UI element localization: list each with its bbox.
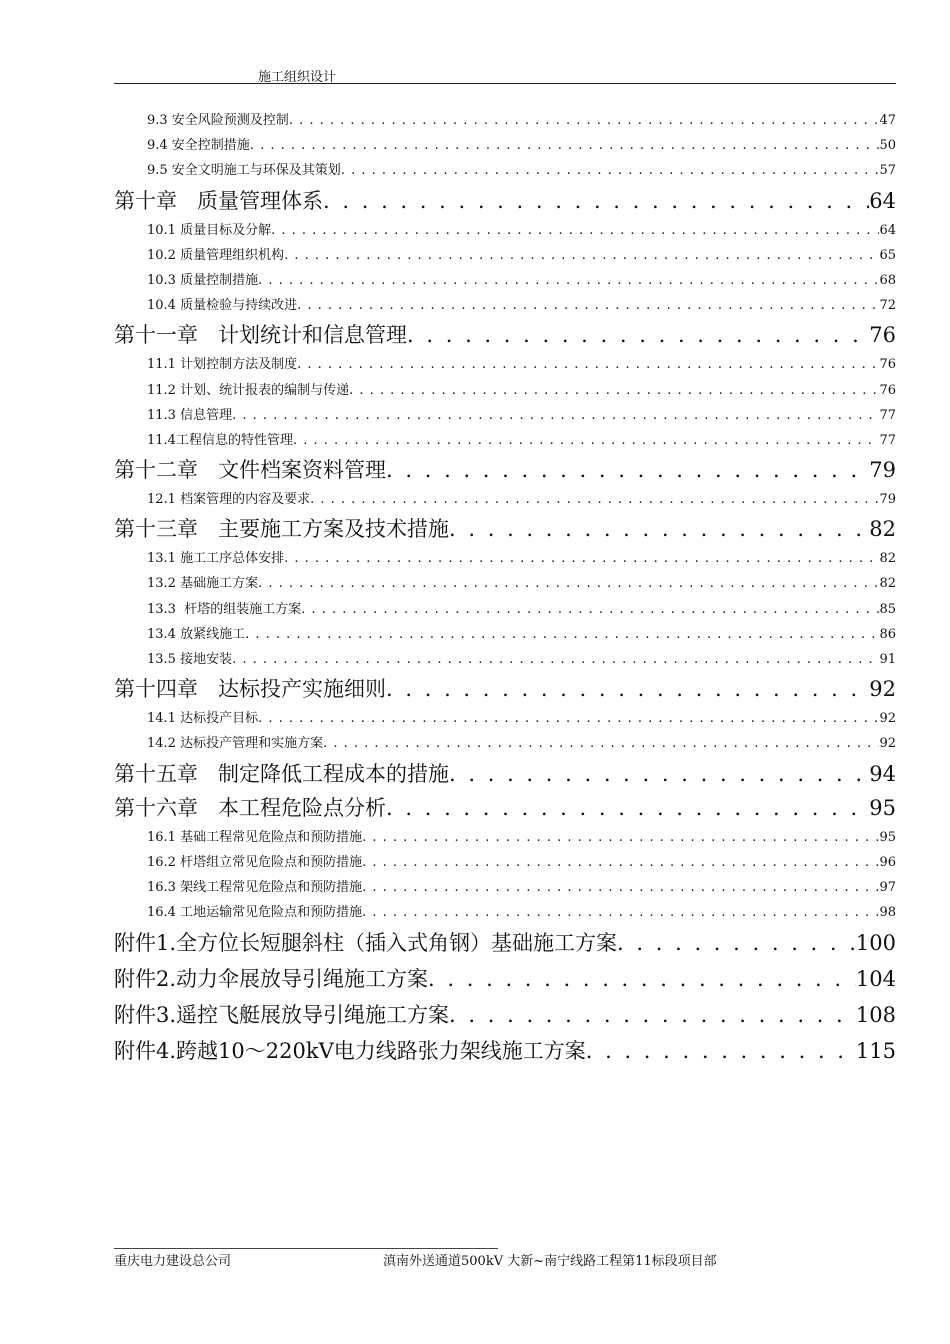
toc-entry-title: 11.2 计划、统计报表的编制与传递: [147, 382, 350, 398]
toc-subsection-entry[interactable]: [114, 293, 896, 318]
toc-subsection-entry[interactable]: [114, 571, 896, 596]
toc-appendix-entry[interactable]: [114, 1033, 896, 1069]
toc-entry-title: 9.5 安全文明施工与环保及其策划: [147, 163, 341, 179]
toc-page-number: 95: [869, 795, 896, 820]
toc-subsection-entry[interactable]: [114, 158, 896, 183]
toc-entry-title: 11.4工程信息的特性管理: [147, 432, 293, 448]
toc-page-number: 92: [869, 677, 896, 702]
toc-leader-dots: [232, 403, 879, 428]
toc-subsection-entry[interactable]: [114, 378, 896, 403]
toc-page-number: 95: [879, 829, 896, 845]
toc-leader-dots: [293, 428, 880, 453]
toc-page-number: 85: [879, 601, 896, 617]
toc-page-number: 115: [855, 1039, 896, 1064]
toc-page-number: 86: [879, 626, 896, 642]
toc-subsection-entry[interactable]: [114, 900, 896, 925]
toc-page-number: 79: [879, 492, 896, 508]
toc-subsection-entry[interactable]: [114, 597, 896, 622]
toc-page-number: 92: [879, 711, 896, 727]
toc-entry-title: 10.2 质量管理组织机构: [147, 247, 285, 263]
toc-entry-title: 附件4.跨越10～220kV电力线路张力架线施工方案: [114, 1039, 586, 1064]
toc-chapter-entry[interactable]: [114, 791, 896, 825]
toc-page-number: 94: [869, 761, 896, 786]
toc-leader-dots: [386, 453, 869, 487]
toc-leader-dots: [449, 512, 869, 546]
toc-entry-title: 第十章 质量管理体系: [114, 188, 324, 213]
toc-entry-title: 16.1 基础工程常见危险点和预防措施: [147, 829, 363, 845]
toc-leader-dots: [362, 900, 879, 925]
toc-entry-title: 10.1 质量目标及分解: [147, 222, 272, 238]
toc-leader-dots: [310, 487, 879, 512]
toc-page-number: 98: [879, 905, 896, 921]
toc-entry-title: 第十三章 主要施工方案及技术措施: [114, 517, 450, 542]
toc-leader-dots: [297, 352, 879, 377]
toc-subsection-entry[interactable]: [114, 403, 896, 428]
header-title: 施工组织设计: [258, 70, 337, 85]
toc-subsection-entry[interactable]: [114, 352, 896, 377]
toc-entry-title: 14.1 达标投产目标: [147, 711, 259, 727]
toc-entry-title: 10.3 质量控制措施: [147, 272, 259, 288]
toc-entry-title: 13.4 放紧线施工: [147, 626, 246, 642]
toc-entry-title: 附件1.全方位长短腿斜柱（插入式角钢）基础施工方案: [114, 931, 618, 956]
toc-subsection-entry[interactable]: [114, 850, 896, 875]
toc-page-number: 97: [879, 879, 896, 895]
toc-chapter-entry[interactable]: [114, 757, 896, 791]
toc-page-number: 96: [879, 854, 896, 870]
toc-page-number: 76: [879, 357, 896, 373]
toc-page-number: 82: [879, 576, 896, 592]
toc-chapter-entry[interactable]: [114, 453, 896, 487]
toc-chapter-entry[interactable]: [114, 318, 896, 352]
toc-page-number: 79: [869, 458, 896, 483]
header-rule: [114, 83, 896, 84]
toc-leader-dots: [341, 158, 880, 183]
toc-leader-dots: [386, 791, 869, 825]
toc-entry-title: 9.4 安全控制措施: [147, 138, 250, 154]
toc-appendix-entry[interactable]: [114, 997, 896, 1033]
footer-company: 重庆电力建设总公司: [114, 1254, 232, 1269]
toc-page-number: 57: [879, 163, 896, 179]
toc-entry-title: 第十一章 计划统计和信息管理: [114, 323, 408, 348]
table-of-contents: [114, 108, 896, 1069]
toc-leader-dots: [386, 672, 869, 706]
toc-subsection-entry[interactable]: [114, 218, 896, 243]
toc-page-number: 100: [855, 931, 896, 956]
footer-rule: [114, 1248, 498, 1249]
toc-page-number: 64: [869, 188, 896, 213]
toc-entry-title: 第十六章 本工程危险点分析: [114, 795, 387, 820]
toc-leader-dots: [323, 731, 879, 756]
toc-leader-dots: [407, 318, 869, 352]
toc-entry-title: 16.2 杆塔组立常见危险点和预防措施: [147, 854, 363, 870]
toc-entry-title: 13.3 杆塔的组装施工方案: [147, 601, 302, 617]
toc-subsection-entry[interactable]: [114, 243, 896, 268]
toc-entry-title: 附件2.动力伞展放导引绳施工方案: [114, 967, 429, 992]
toc-chapter-entry[interactable]: [114, 512, 896, 546]
toc-chapter-entry[interactable]: [114, 184, 896, 218]
toc-page-number: 47: [879, 113, 896, 128]
toc-page-number: 82: [869, 517, 896, 542]
toc-entry-title: 13.1 施工工序总体安排: [147, 551, 285, 567]
toc-entry-title: 16.3 架线工程常见危险点和预防措施: [147, 879, 363, 895]
toc-leader-dots: [284, 243, 879, 268]
toc-appendix-entry[interactable]: [114, 961, 896, 997]
toc-entry-title: 13.5 接地安装: [147, 652, 233, 667]
toc-page-number: 91: [879, 652, 896, 667]
toc-subsection-entry[interactable]: [114, 268, 896, 293]
toc-entry-title: 10.4 质量检验与持续改进: [147, 298, 298, 314]
toc-leader-dots: [232, 647, 879, 672]
toc-page-number: 72: [879, 298, 896, 314]
toc-subsection-entry[interactable]: [114, 731, 896, 756]
toc-entry-title: 13.2 基础施工方案: [147, 576, 259, 592]
toc-entry-title: 12.1 档案管理的内容及要求: [147, 492, 311, 508]
toc-subsection-entry[interactable]: [114, 546, 896, 571]
toc-entry-title: 第十二章 文件档案资料管理: [114, 458, 387, 483]
toc-leader-dots: [289, 108, 880, 133]
toc-chapter-entry[interactable]: [114, 672, 896, 706]
toc-subsection-entry[interactable]: [114, 428, 896, 453]
toc-page-number: 77: [879, 432, 896, 448]
toc-leader-dots: [297, 293, 879, 318]
toc-leader-dots: [284, 546, 879, 571]
toc-page-number: 76: [869, 323, 896, 348]
toc-entry-title: 16.4 工地运输常见危险点和预防措施: [147, 905, 363, 921]
toc-leader-dots: [362, 850, 879, 875]
toc-subsection-entry[interactable]: [114, 108, 896, 133]
toc-leader-dots: [449, 757, 869, 791]
toc-leader-dots: [449, 997, 856, 1033]
toc-subsection-entry[interactable]: [114, 875, 896, 900]
toc-page-number: 77: [879, 407, 896, 423]
toc-page-number: 64: [879, 222, 896, 238]
toc-subsection-entry[interactable]: [114, 133, 896, 158]
toc-page-number: 104: [855, 967, 896, 992]
toc-page-number: 50: [879, 138, 896, 154]
toc-leader-dots: [349, 378, 879, 403]
toc-page-number: 92: [879, 736, 896, 752]
toc-leader-dots: [362, 825, 879, 850]
toc-leader-dots: [245, 622, 879, 647]
toc-entry-title: 附件3.遥控飞艇展放导引绳施工方案: [114, 1003, 450, 1028]
toc-entry-title: 11.3 信息管理: [147, 407, 233, 423]
toc-leader-dots: [271, 218, 879, 243]
toc-page-number: 82: [879, 551, 896, 567]
toc-appendix-entry[interactable]: [114, 925, 896, 961]
toc-entry-title: 14.2 达标投产管理和实施方案: [147, 736, 324, 752]
toc-leader-dots: [258, 706, 879, 731]
toc-leader-dots: [258, 268, 879, 293]
toc-leader-dots: [617, 925, 856, 961]
toc-page-number: 108: [855, 1003, 896, 1028]
toc-subsection-entry[interactable]: [114, 647, 896, 672]
toc-leader-dots: [586, 1033, 856, 1069]
toc-entry-title: 第十四章 达标投产实施细则: [114, 677, 387, 702]
toc-page-number: 76: [879, 382, 896, 398]
toc-page-number: 68: [879, 272, 896, 288]
toc-subsection-entry[interactable]: [114, 622, 896, 647]
toc-leader-dots: [301, 597, 879, 622]
toc-subsection-entry[interactable]: [114, 825, 896, 850]
toc-subsection-entry[interactable]: [114, 487, 896, 512]
toc-leader-dots: [323, 184, 869, 218]
toc-page-number: 65: [879, 247, 896, 263]
toc-leader-dots: [428, 961, 856, 997]
toc-leader-dots: [362, 875, 879, 900]
toc-leader-dots: [250, 133, 880, 158]
toc-entry-title: 11.1 计划控制方法及制度: [147, 357, 298, 373]
toc-subsection-entry[interactable]: [114, 706, 896, 731]
toc-entry-title: 9.3 安全风险预测及控制: [147, 113, 289, 128]
toc-entry-title: 第十五章 制定降低工程成本的措施: [114, 761, 450, 786]
toc-leader-dots: [258, 571, 879, 596]
footer-project: 滇南外送通道500kV 大新~南宁线路工程第11标段项目部: [383, 1254, 717, 1269]
